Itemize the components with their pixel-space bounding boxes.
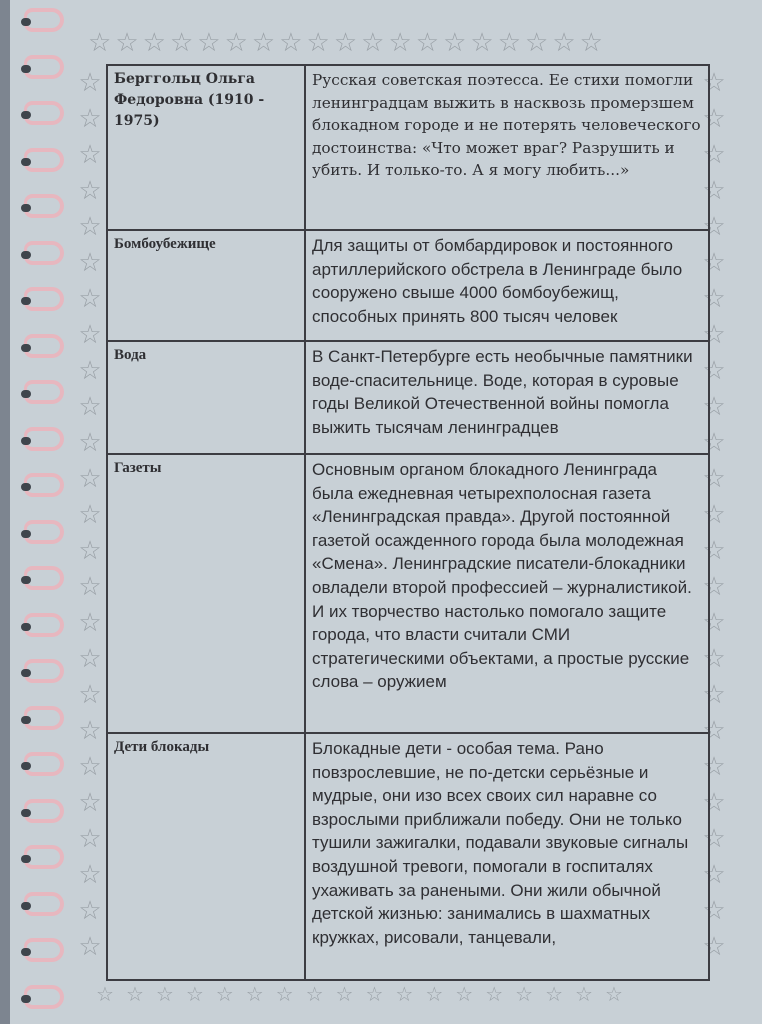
star-icon: ☆ (365, 982, 396, 1006)
star-icon: ☆ (78, 680, 106, 710)
star-icon: ☆ (78, 320, 106, 350)
star-icon: ☆ (306, 28, 334, 58)
star-icon: ☆ (335, 982, 366, 1006)
star-icon: ☆ (702, 68, 730, 98)
glossary-table (106, 64, 710, 981)
star-icon: ☆ (702, 896, 730, 926)
star-icon: ☆ (78, 140, 106, 170)
star-icon: ☆ (78, 536, 106, 566)
spiral-ring-icon (24, 566, 64, 590)
star-icon: ☆ (702, 716, 730, 746)
spiral-ring-icon (24, 55, 64, 79)
star-icon: ☆ (470, 28, 498, 58)
star-icon: ☆ (515, 982, 546, 1006)
spiral-ring-icon (24, 799, 64, 823)
table-row (107, 65, 709, 230)
star-icon: ☆ (702, 320, 730, 350)
spiral-ring-icon (24, 8, 64, 32)
star-icon: ☆ (455, 982, 486, 1006)
term-cell: Бомбоубежище (107, 230, 305, 341)
star-icon: ☆ (155, 982, 186, 1006)
term-cell: Вода (107, 341, 305, 454)
spiral-ring-icon (24, 938, 64, 962)
star-icon: ☆ (245, 982, 276, 1006)
star-icon: ☆ (185, 982, 216, 1006)
definition-cell: В Санкт-Петербурге есть необычные памятники воде-спасительнице. Воде, которая в суровые годы Великой Отечественной войны помогла выжить тысячам ленинградцев (305, 341, 709, 454)
star-icon: ☆ (702, 608, 730, 638)
definition-cell: Русская советская поэтесса. Ее стихи помогли ленинградцам выжить в насквозь промерзшем блокадном городе и не потерять человеческого достоинства: «Что может враг? Разрушить и убить. И только-то. А я могу любить...» (305, 65, 709, 230)
star-icon: ☆ (425, 982, 456, 1006)
star-icon: ☆ (545, 982, 575, 1006)
star-icon: ☆ (702, 284, 730, 314)
star-icon: ☆ (702, 788, 730, 818)
term-cell: Газеты (107, 454, 305, 733)
star-icon: ☆ (702, 176, 730, 206)
spiral-ring-icon (24, 752, 64, 776)
star-icon: ☆ (78, 716, 106, 746)
spiral-ring-icon (24, 380, 64, 404)
star-icon: ☆ (78, 68, 106, 98)
star-icon: ☆ (702, 860, 730, 890)
left-star-border (76, 70, 108, 970)
star-icon: ☆ (702, 824, 730, 854)
star-icon: ☆ (115, 28, 143, 58)
star-icon: ☆ (702, 572, 730, 602)
star-icon: ☆ (604, 982, 635, 1006)
spiral-ring-icon (24, 194, 64, 218)
star-icon: ☆ (197, 28, 225, 58)
term-cell: Берггольц Ольга Федоровна (1910 - 1975) (107, 65, 305, 230)
star-icon: ☆ (251, 28, 280, 58)
star-icon: ☆ (224, 28, 252, 58)
star-icon: ☆ (333, 28, 362, 58)
star-icon: ☆ (497, 28, 525, 58)
spiral-ring-icon (24, 287, 64, 311)
spiral-ring-icon (24, 148, 64, 172)
star-icon: ☆ (169, 28, 198, 58)
star-icon: ☆ (78, 428, 106, 458)
star-icon: ☆ (78, 860, 106, 890)
star-icon: ☆ (78, 284, 106, 314)
star-icon: ☆ (388, 28, 416, 58)
table-row (107, 341, 709, 454)
star-icon: ☆ (702, 500, 730, 530)
spiral-ring-icon (24, 101, 64, 125)
spiral-ring-icon (24, 427, 64, 451)
definition-cell: Основным органом блокадного Ленинграда была ежедневная четырехполосная газета «Ленинградская правда». Другой постоянной газетой осажденного города была молодежная «Смена». Ленинградские писатели-блокадники овладели второй профессией – журналистикой. И их творчество настолько помогало защите города, что власти считали СМИ стратегическими объектами, а простые русские слова – оружием (305, 454, 709, 733)
star-icon: ☆ (552, 28, 580, 58)
bottom-star-border (96, 984, 635, 1004)
star-icon: ☆ (275, 982, 306, 1006)
term-cell: Дети блокады (107, 733, 305, 980)
star-icon: ☆ (215, 982, 246, 1006)
star-icon: ☆ (702, 428, 730, 458)
glossary-table-container (106, 64, 710, 981)
star-icon: ☆ (78, 824, 106, 854)
spiral-ring-icon (24, 659, 64, 683)
spiral-ring-icon (24, 334, 64, 358)
spiral-ring-icon (24, 706, 64, 730)
star-icon: ☆ (702, 536, 730, 566)
star-icon: ☆ (443, 28, 471, 58)
star-icon: ☆ (78, 608, 106, 638)
definition-cell: Блокадные дети - особая тема. Рано повзрослевшие, не по-детски серьёзные и мудрые, они изо всех своих сил наравне со взрослыми приближали победу. Они не только тушили зажигалки, подавали звуковые сигналы воздушной тревоги, помогали в госпиталях ухаживать за ранеными. Они жили обычной детской жизнью: занимались в шахматных кружках, рисовали, танцевали, (305, 733, 709, 980)
spiral-ring-icon (24, 241, 64, 265)
spiral-ring-icon (24, 892, 64, 916)
star-icon: ☆ (305, 982, 336, 1006)
star-icon: ☆ (125, 982, 156, 1006)
star-icon: ☆ (78, 788, 106, 818)
star-icon: ☆ (575, 982, 605, 1006)
table-row (107, 454, 709, 733)
star-icon: ☆ (279, 28, 307, 58)
star-icon: ☆ (78, 176, 106, 206)
star-icon: ☆ (525, 28, 553, 58)
star-icon: ☆ (78, 104, 106, 134)
star-icon: ☆ (415, 28, 444, 58)
star-icon: ☆ (78, 464, 106, 494)
spiral-ring-icon (24, 845, 64, 869)
star-icon: ☆ (142, 28, 170, 58)
star-icon: ☆ (702, 464, 730, 494)
spiral-ring-icon (24, 613, 64, 637)
star-icon: ☆ (78, 212, 106, 242)
definition-cell: Для защиты от бомбардировок и постоянного артиллерийского обстрела в Ленинграде было сооружено свыше 4000 бомбоубежищ, способных принять 800 тысяч человек (305, 230, 709, 341)
star-icon: ☆ (702, 392, 730, 422)
table-row (107, 230, 709, 341)
star-icon: ☆ (579, 28, 607, 58)
star-icon: ☆ (78, 572, 106, 602)
star-icon: ☆ (78, 356, 106, 386)
top-star-border (88, 30, 607, 56)
star-icon: ☆ (78, 644, 106, 674)
star-icon: ☆ (78, 752, 106, 782)
star-icon: ☆ (702, 356, 730, 386)
star-icon: ☆ (96, 982, 126, 1006)
star-icon: ☆ (88, 28, 116, 58)
star-icon: ☆ (78, 248, 106, 278)
star-icon: ☆ (702, 140, 730, 170)
star-icon: ☆ (78, 896, 106, 926)
star-icon: ☆ (395, 982, 426, 1006)
star-icon: ☆ (702, 752, 730, 782)
star-icon: ☆ (78, 500, 106, 530)
table-row (107, 733, 709, 980)
spiral-ring-icon (24, 473, 64, 497)
star-icon: ☆ (485, 982, 516, 1006)
star-icon: ☆ (702, 644, 730, 674)
star-icon: ☆ (702, 104, 730, 134)
star-icon: ☆ (78, 392, 106, 422)
star-icon: ☆ (702, 932, 730, 962)
star-icon: ☆ (702, 248, 730, 278)
spiral-ring-icon (24, 985, 64, 1009)
star-icon: ☆ (361, 28, 389, 58)
notebook-page (10, 0, 762, 1024)
star-icon: ☆ (702, 680, 730, 710)
spiral-ring-icon (24, 520, 64, 544)
star-icon: ☆ (78, 932, 106, 962)
star-icon: ☆ (702, 212, 730, 242)
